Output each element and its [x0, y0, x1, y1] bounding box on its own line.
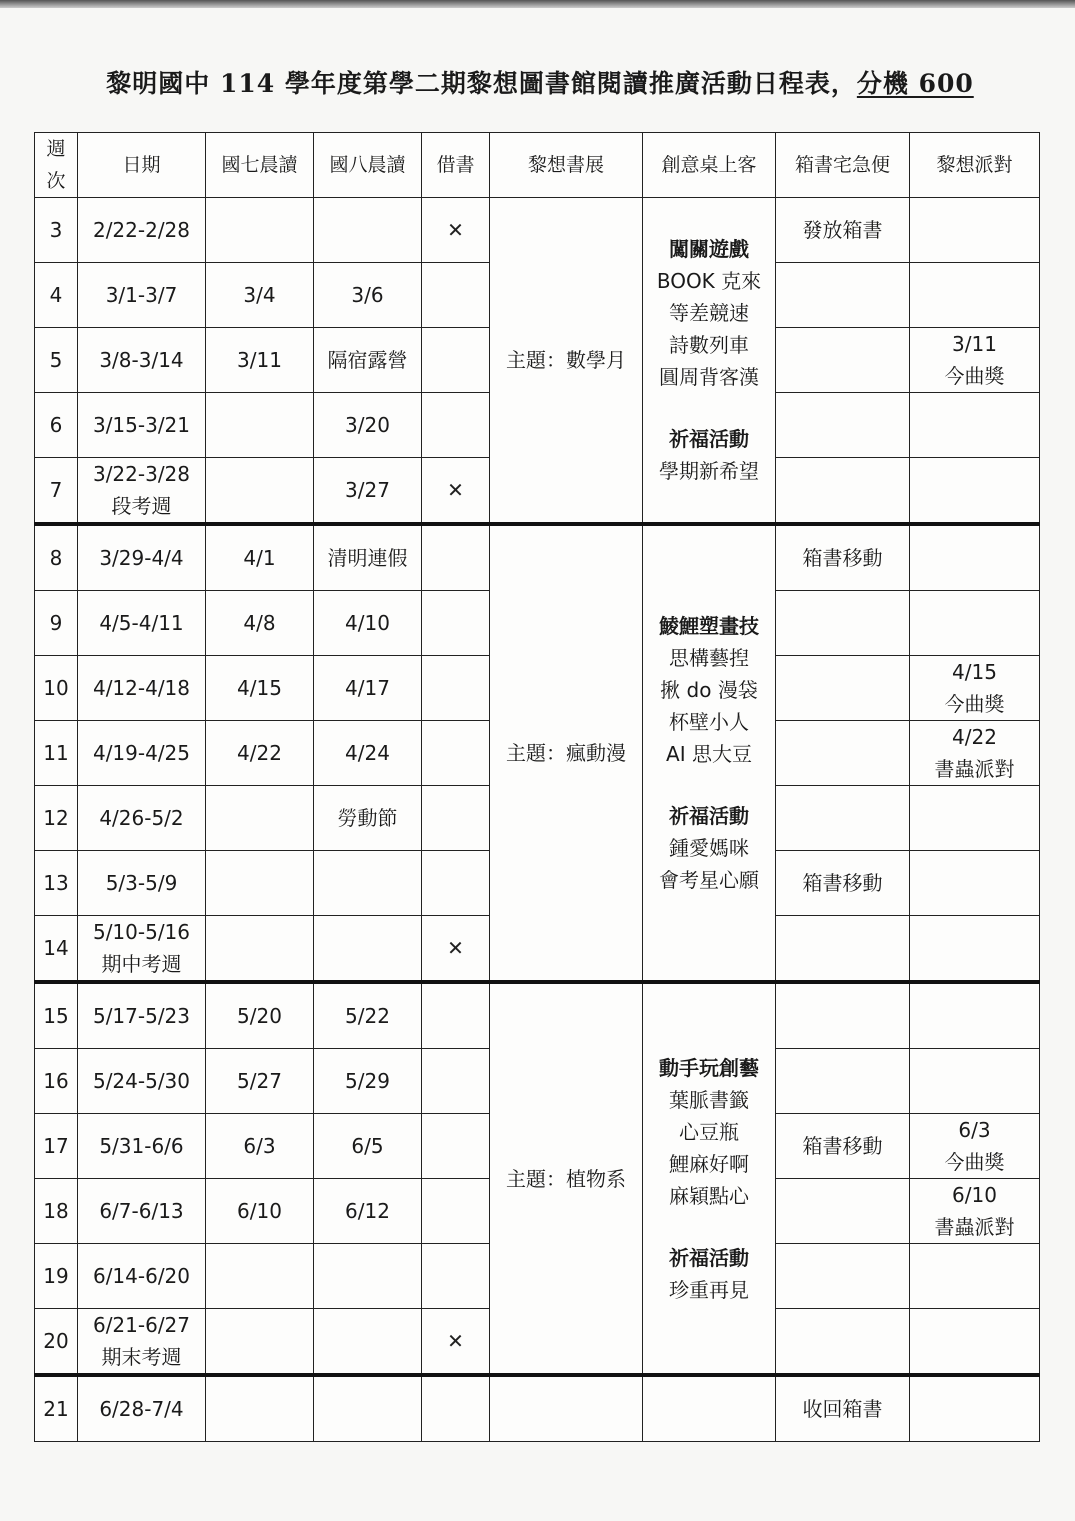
date-cell: 4/26-5/2 [78, 786, 206, 851]
g8-reading-cell: 6/5 [314, 1114, 422, 1179]
week-cell: 7 [35, 458, 78, 525]
desk-activity: 杯壁小人 [669, 710, 749, 734]
page-title [70, 64, 1010, 100]
scan-edge [0, 0, 1075, 8]
week-cell: 12 [35, 786, 78, 851]
g8-reading-cell: 隔宿露營 [314, 328, 422, 393]
week-cell: 8 [35, 524, 78, 591]
date-range: 5/10-5/16 [92, 920, 191, 944]
date-cell: 5/17-5/23 [78, 982, 206, 1049]
date-cell: 3/8-3/14 [78, 328, 206, 393]
week-cell: 18 [35, 1179, 78, 1244]
party-cell [910, 524, 1040, 591]
exhibit-theme-cell: 主題：瘋動漫 [490, 524, 643, 982]
week-cell: 19 [35, 1244, 78, 1309]
g7-reading-cell [206, 458, 314, 525]
g8-reading-cell [314, 916, 422, 983]
borrow-closed-icon [422, 328, 490, 393]
header-creative-desk: 創意桌上客 [643, 133, 776, 198]
party-cell [910, 1375, 1040, 1442]
g7-reading-cell: 4/22 [206, 721, 314, 786]
g8-reading-cell: 5/22 [314, 982, 422, 1049]
week-cell: 21 [35, 1375, 78, 1442]
date-cell: 3/1-3/7 [78, 263, 206, 328]
g8-reading-cell [314, 1244, 422, 1309]
desk-heading: 鯪鯉塑畫技 [659, 614, 759, 638]
party-cell [910, 1114, 1040, 1179]
date-cell: 2/22-2/28 [78, 198, 206, 263]
date-note: 期中考週 [101, 952, 182, 976]
date-cell: 4/5-4/11 [78, 591, 206, 656]
header-date: 日期 [78, 133, 206, 198]
book-box-cell [776, 328, 910, 393]
date-cell: 4/19-4/25 [78, 721, 206, 786]
party-name: 書蟲派對 [934, 1215, 1015, 1239]
g8-reading-cell: 清明連假 [314, 524, 422, 591]
g8-reading-cell: 6/12 [314, 1179, 422, 1244]
date-cell: 5/3-5/9 [78, 851, 206, 916]
borrow-closed-icon [422, 1375, 490, 1442]
exhibit-theme-cell: 主題：植物系 [490, 982, 643, 1375]
week-cell: 13 [35, 851, 78, 916]
party-date: 4/15 [952, 660, 997, 684]
desk-heading: 闖關遊戲 [669, 237, 749, 261]
party-cell [910, 263, 1040, 328]
prayer-heading: 祈福活動 [669, 427, 749, 451]
party-cell [910, 851, 1040, 916]
creative-desk-cell [643, 982, 776, 1375]
book-box-cell [776, 916, 910, 983]
book-box-cell [776, 1179, 910, 1244]
g8-reading-cell [314, 198, 422, 263]
desk-activity: 圓周背客漢 [659, 365, 759, 389]
book-box-cell [776, 263, 910, 328]
book-box-cell [776, 721, 910, 786]
week-cell: 3 [35, 198, 78, 263]
book-box-cell [776, 1049, 910, 1114]
g8-reading-cell [314, 1375, 422, 1442]
book-box-cell [776, 1244, 910, 1309]
g8-reading-cell: 3/6 [314, 263, 422, 328]
date-cell: 5/31-6/6 [78, 1114, 206, 1179]
table-row [35, 1375, 1040, 1442]
date-cell: 5/24-5/30 [78, 1049, 206, 1114]
g8-reading-cell: 3/27 [314, 458, 422, 525]
creative-desk-cell [643, 198, 776, 525]
book-box-cell: 箱書移動 [776, 524, 910, 591]
g7-reading-cell [206, 851, 314, 916]
desk-activity: 思構藝揑 [669, 646, 749, 670]
prayer-heading: 祈福活動 [669, 1245, 749, 1270]
week-cell: 11 [35, 721, 78, 786]
book-box-cell [776, 786, 910, 851]
book-box-cell [776, 982, 910, 1049]
g8-reading-cell [314, 1309, 422, 1376]
header-g7-reading: 國七晨讀 [206, 133, 314, 198]
book-box-cell [776, 458, 910, 525]
header-week: 週 次 [35, 133, 78, 198]
party-cell [910, 1049, 1040, 1114]
header-row [35, 133, 1040, 198]
g7-reading-cell [206, 786, 314, 851]
party-cell [910, 198, 1040, 263]
g7-reading-cell [206, 393, 314, 458]
borrow-closed-icon [422, 982, 490, 1049]
g7-reading-cell [206, 1244, 314, 1309]
date-note: 期末考週 [101, 1345, 182, 1369]
g7-reading-cell: 5/20 [206, 982, 314, 1049]
date-cell: 6/14-6/20 [78, 1244, 206, 1309]
exhibit-theme-cell [490, 1375, 643, 1442]
party-cell [910, 721, 1040, 786]
desk-activity: 揪 do 漫袋 [660, 678, 758, 702]
creative-desk-cell [643, 524, 776, 982]
desk-activity: 麻穎點心 [669, 1183, 749, 1208]
party-date: 6/10 [952, 1183, 997, 1207]
prayer-activity: 會考星心願 [659, 868, 759, 892]
header-book-box: 箱書宅急便 [776, 133, 910, 198]
borrow-closed-icon: ✕ [422, 198, 490, 263]
book-box-cell [776, 1309, 910, 1376]
header-party: 黎想派對 [910, 133, 1040, 198]
date-cell: 4/12-4/18 [78, 656, 206, 721]
g8-reading-cell: 4/17 [314, 656, 422, 721]
exhibit-theme-cell: 主題：數學月 [490, 198, 643, 525]
party-cell [910, 393, 1040, 458]
g7-reading-cell: 4/1 [206, 524, 314, 591]
borrow-closed-icon [422, 851, 490, 916]
date-cell [78, 458, 206, 525]
party-cell [910, 916, 1040, 983]
party-cell [910, 1309, 1040, 1376]
party-cell [910, 328, 1040, 393]
g7-reading-cell: 3/11 [206, 328, 314, 393]
desk-activity: 等差競速 [669, 301, 749, 325]
date-cell [78, 916, 206, 983]
party-cell [910, 1179, 1040, 1244]
desk-activity: 詩數列車 [669, 333, 749, 357]
title-extension: 分機 600 [856, 69, 974, 98]
g7-reading-cell: 4/15 [206, 656, 314, 721]
desk-heading: 動手玩創藝 [659, 1055, 759, 1080]
table-row [35, 198, 1040, 263]
date-range: 3/22-3/28 [92, 462, 191, 486]
g7-reading-cell [206, 1375, 314, 1442]
borrow-closed-icon: ✕ [422, 458, 490, 525]
week-cell: 15 [35, 982, 78, 1049]
prayer-activity: 學期新希望 [659, 459, 759, 483]
week-cell: 10 [35, 656, 78, 721]
desk-activity: BOOK 克來 [656, 269, 762, 293]
party-cell [910, 1244, 1040, 1309]
title-main: 黎明國中 114 學年度第學二期黎想圖書館閱讀推廣活動日程表， [106, 69, 857, 98]
week-cell: 16 [35, 1049, 78, 1114]
date-range: 6/21-6/27 [92, 1313, 191, 1337]
desk-activity: 葉脈書籤 [669, 1087, 749, 1112]
book-box-cell [776, 393, 910, 458]
book-box-cell: 發放箱書 [776, 198, 910, 263]
book-box-cell [776, 591, 910, 656]
week-cell: 6 [35, 393, 78, 458]
g7-reading-cell: 3/4 [206, 263, 314, 328]
borrow-closed-icon [422, 1244, 490, 1309]
borrow-closed-icon: ✕ [422, 1309, 490, 1376]
g7-reading-cell: 4/8 [206, 591, 314, 656]
party-cell [910, 786, 1040, 851]
party-cell [910, 656, 1040, 721]
g8-reading-cell: 4/24 [314, 721, 422, 786]
book-box-cell: 箱書移動 [776, 1114, 910, 1179]
week-cell: 14 [35, 916, 78, 983]
borrow-closed-icon [422, 1049, 490, 1114]
borrow-closed-icon [422, 393, 490, 458]
table-row [35, 524, 1040, 591]
date-cell: 3/15-3/21 [78, 393, 206, 458]
party-date: 6/3 [958, 1118, 991, 1142]
desk-activity: 鯉麻好啊 [669, 1151, 749, 1176]
g8-reading-cell: 3/20 [314, 393, 422, 458]
g8-reading-cell: 勞動節 [314, 786, 422, 851]
party-name: 書蟲派對 [934, 757, 1015, 781]
party-date: 4/22 [952, 725, 997, 749]
week-cell: 4 [35, 263, 78, 328]
book-box-cell: 收回箱書 [776, 1375, 910, 1442]
creative-desk-cell [643, 1375, 776, 1442]
borrow-closed-icon [422, 721, 490, 786]
party-cell [910, 982, 1040, 1049]
desk-activity: 心豆瓶 [679, 1119, 739, 1144]
header-g8-reading: 國八晨讀 [314, 133, 422, 198]
date-cell: 3/29-4/4 [78, 524, 206, 591]
g8-reading-cell: 5/29 [314, 1049, 422, 1114]
party-cell [910, 458, 1040, 525]
party-date: 3/11 [952, 332, 997, 356]
party-name: 今曲獎 [944, 1150, 1005, 1174]
party-name: 今曲獎 [944, 364, 1005, 388]
date-cell [78, 1309, 206, 1376]
party-name: 今曲獎 [944, 692, 1005, 716]
borrow-closed-icon [422, 591, 490, 656]
borrow-closed-icon [422, 263, 490, 328]
g8-reading-cell [314, 851, 422, 916]
borrow-closed-icon: ✕ [422, 916, 490, 983]
schedule-table [34, 132, 1040, 1442]
table-row [35, 982, 1040, 1049]
borrow-closed-icon [422, 1179, 490, 1244]
g7-reading-cell: 6/10 [206, 1179, 314, 1244]
date-cell: 6/7-6/13 [78, 1179, 206, 1244]
g7-reading-cell: 6/3 [206, 1114, 314, 1179]
g7-reading-cell [206, 916, 314, 983]
g7-reading-cell [206, 198, 314, 263]
week-cell: 5 [35, 328, 78, 393]
borrow-closed-icon [422, 786, 490, 851]
prayer-activity: 珍重再見 [669, 1277, 749, 1302]
borrow-closed-icon [422, 656, 490, 721]
g7-reading-cell [206, 1309, 314, 1376]
week-cell: 20 [35, 1309, 78, 1376]
book-box-cell: 箱書移動 [776, 851, 910, 916]
borrow-closed-icon [422, 1114, 490, 1179]
g8-reading-cell: 4/10 [314, 591, 422, 656]
borrow-closed-icon [422, 524, 490, 591]
book-box-cell [776, 656, 910, 721]
date-note: 段考週 [111, 494, 172, 518]
desk-activity: AI 思大豆 [666, 742, 752, 766]
header-book-exhibit: 黎想書展 [490, 133, 643, 198]
prayer-activity: 鍾愛媽咪 [669, 836, 749, 860]
party-cell [910, 591, 1040, 656]
date-cell: 6/28-7/4 [78, 1375, 206, 1442]
week-cell: 17 [35, 1114, 78, 1179]
prayer-heading: 祈福活動 [669, 804, 749, 828]
header-borrow: 借書 [422, 133, 490, 198]
week-cell: 9 [35, 591, 78, 656]
g7-reading-cell: 5/27 [206, 1049, 314, 1114]
